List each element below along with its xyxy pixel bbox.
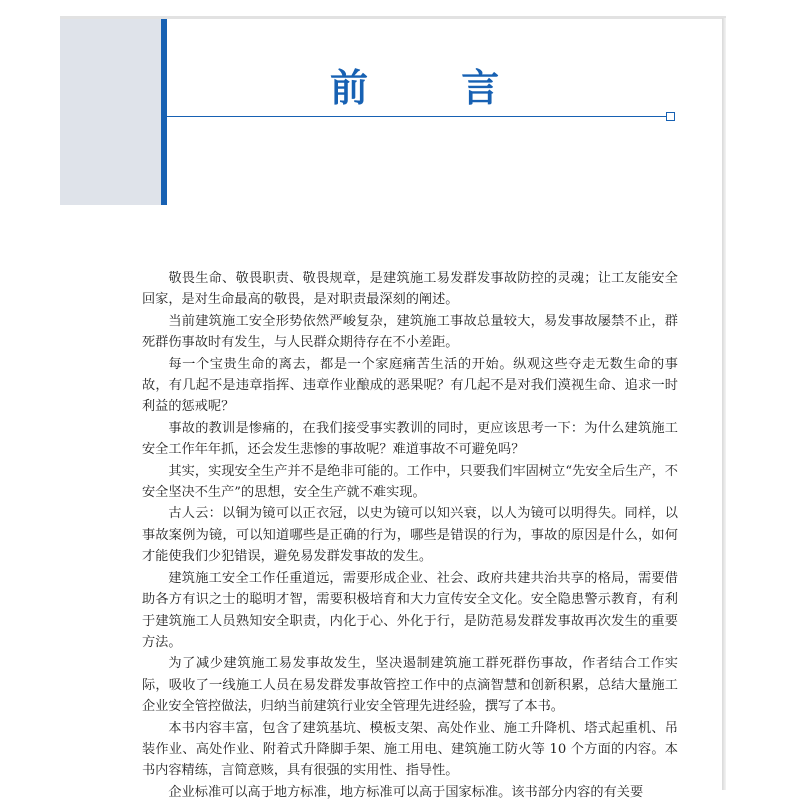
page-title: 前 言 xyxy=(330,66,540,110)
paragraph: 当前建筑施工安全形势依然严峻复杂，建筑施工事故总量较大，易发事故屡禁不止，群死群伤事故时有发生，与人民群众期待存在不小差距。 xyxy=(142,313,678,351)
page-right-shadow xyxy=(722,18,726,790)
rule-end-square xyxy=(666,112,675,121)
title-rule xyxy=(167,116,667,117)
paragraph: 每一个宝贵生命的离去，都是一个家庭痛苦生活的开始。纵观这些夺走无数生命的事故，有几起不是违章指挥、违章作业酿成的恶果呢？有几起不是对我们漠视生命、追求一时利益的惩戒呢？ xyxy=(142,356,678,415)
header-blue-bar xyxy=(161,19,167,205)
paragraph: 事故的教训是惨痛的，在我们接受事实教训的同时，更应该思考一下：为什么建筑施工安全工作年年抓，还会发生悲惨的事故呢？难道事故不可避免吗？ xyxy=(142,420,678,458)
paragraph: 敬畏生命、敬畏职责、敬畏规章，是建筑施工易发群发事故防控的灵魂；让工友能安全回家，是对生命最高的敬畏，是对职责最深刻的阐述。 xyxy=(142,271,678,308)
body-text xyxy=(142,268,678,803)
paragraph: 建筑施工安全工作任重道远，需要形成企业、社会、政府共建共治共享的格局，需要借助各方有识之士的聪明才智，需要积极培育和大力宣传安全文化。安全隐患警示教育，有利于建筑施工人员熟知安全职责，内化于心、外化于行，是防范易发群发事故再次发生的重要方法。 xyxy=(142,570,678,650)
paragraph: 其实，实现安全生产并不是绝非可能的。工作中，只要我们牢固树立“先安全后生产，不安全坚决不生产”的思想，安全生产就不难实现。 xyxy=(142,463,678,501)
paragraph: 企业标准可以高于地方标准，地方标准可以高于国家标准。该书部分内容的有关要 xyxy=(168,784,644,800)
header-gray-block xyxy=(60,19,164,205)
paragraph: 本书内容丰富，包含了建筑基坑、模板支架、高处作业、施工升降机、塔式起重机、吊装作业、高处作业、附着式升降脚手架、施工用电、建筑施工防火等 10 个方面的内容。本书内容精练，言简意赅，具有很强的实用性、指导性。 xyxy=(142,720,678,779)
paragraph: 为了减少建筑施工易发事故发生，坚决遏制建筑施工群死群伤事故，作者结合工作实际，吸收了一线施工人员在易发群发事故管控工作中的点滴智慧和创新积累，总结大量施工企业安全管控做法，归纳当前建筑行业安全管理先进经验，撰写了本书。 xyxy=(142,656,678,715)
paragraph: 古人云：以铜为镜可以正衣冠，以史为镜可以知兴衰，以人为镜可以明得失。同样，以事故案例为镜，可以知道哪些是正确的行为，哪些是错误的行为，事故的原因是什么，如何才能使我们少犯错误，避免易发群发事故的发生。 xyxy=(142,506,678,565)
